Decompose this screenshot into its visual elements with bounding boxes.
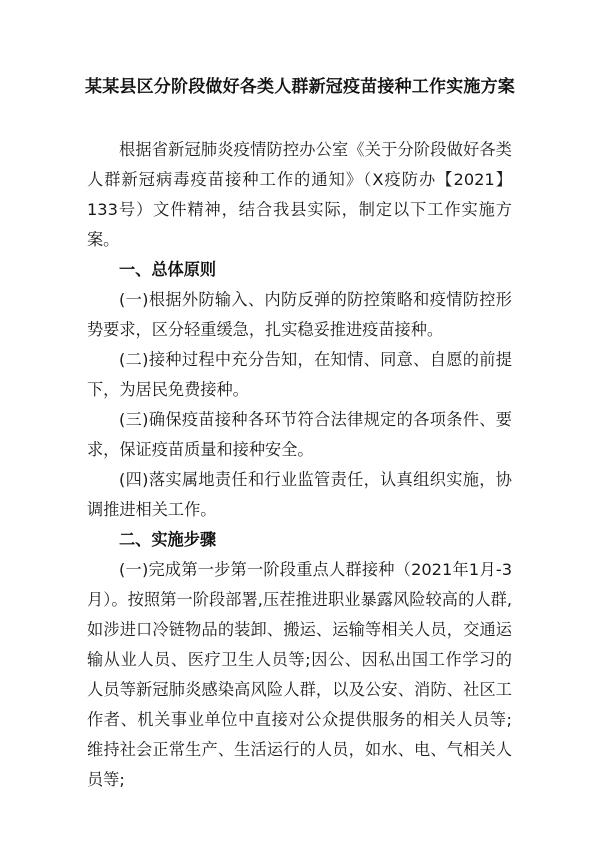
principle-item-3: (三)确保疫苗接种各环节符合法律规定的各项条件、要求，保证疫苗质量和接种安全。	[87, 410, 512, 459]
principle-item-2: (二)接种过程中充分告知，在知情、同意、自愿的前提下，为居民免费接种。	[87, 350, 512, 399]
intro-paragraph: 根据省新冠肺炎疫情防控办公室《关于分阶段做好各类人群新冠病毒疫苗接种工作的通知》（X疫防办【2021】133号）文件精神，结合我县实际，制定以下工作实施方案。	[87, 140, 512, 249]
section-heading-steps: 二、实施步骤	[119, 530, 217, 549]
step-item-1: (一)完成第一步第一阶段重点人群接种（2021年1月-3月）。按照第一阶段部署,压茬推进职业暴露风险较高的人群,如涉进口冷链物品的装卸、搬运、运输等相关人员，交通运输从业人员、医疗卫生人员等;因公、因私出国工作学习的人员等新冠肺炎感染高风险人群，以及公安、消防、社区工作者、机关事业单位中直接对公众提供服务的相关人员等;维持社会正常生产、生活运行的人员，如水、电、气相关人员等;	[87, 560, 512, 789]
section-heading-principles: 一、总体原则	[119, 260, 217, 279]
principle-item-4: (四)落实属地责任和行业监管责任，认真组织实施，协调推进相关工作。	[87, 470, 512, 519]
document-title: 某某县区分阶段做好各类人群新冠疫苗接种工作实施方案	[85, 77, 515, 97]
principle-item-1: (一)根据外防输入、内防反弹的防控策略和疫情防控形势要求，区分轻重缓急，扎实稳妥推进疫苗接种。	[87, 290, 512, 339]
document-body	[87, 135, 512, 795]
